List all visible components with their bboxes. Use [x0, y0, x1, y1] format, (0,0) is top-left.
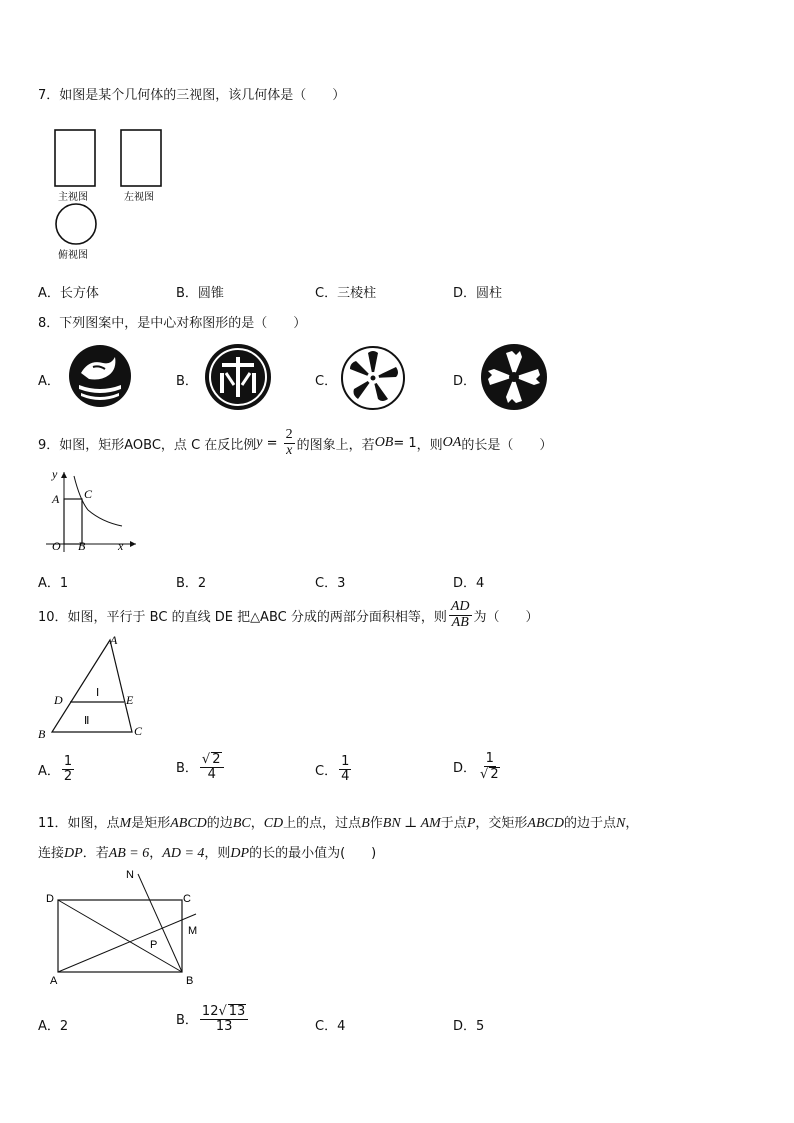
- fraction-num: 12√ 13: [200, 1004, 248, 1020]
- q10-ratio-den: AB: [451, 614, 469, 630]
- option-fraction: [200, 752, 224, 781]
- q7-stem: 7．如图是某个几何体的三视图，该几何体是（ ）: [38, 88, 346, 103]
- sqrt-radicand: 2: [212, 752, 221, 767]
- q9-option-c[interactable]: [315, 572, 345, 591]
- q7-front-view-rect: [55, 130, 95, 186]
- q10-option-d[interactable]: [453, 752, 504, 781]
- q7-option-a[interactable]: [38, 282, 99, 301]
- option-text: 4: [337, 1019, 346, 1034]
- fraction-num-coef: 12: [201, 1004, 219, 1019]
- option-letter: C．: [315, 1019, 338, 1034]
- q11-point-n: N: [126, 869, 134, 881]
- q11-math-bc: BC: [232, 816, 251, 831]
- q9-point-c: C: [84, 487, 93, 501]
- q8-dove-emblem-icon[interactable]: [67, 343, 133, 409]
- q8-option-d-label[interactable]: D．: [453, 374, 477, 389]
- option-letter: D．: [453, 576, 477, 591]
- q11-point-c: C: [183, 893, 191, 905]
- fraction-den: 4: [207, 766, 216, 782]
- option-text: 圆锥: [197, 286, 224, 301]
- q10-point-b: B: [38, 727, 46, 741]
- option-fraction: [339, 755, 351, 783]
- q11-text: ，: [149, 846, 163, 861]
- fraction-den: √ 2: [480, 766, 499, 782]
- q11-text: 的长的最小值为( ): [249, 846, 377, 861]
- option-fraction: [200, 1004, 248, 1033]
- q11-math-ad: AD = 4: [162, 846, 205, 861]
- q11-text: 作: [369, 816, 383, 831]
- q9-y-arrow-icon: [61, 472, 67, 478]
- q10-region-2: Ⅱ: [84, 715, 90, 727]
- q10-option-b[interactable]: [176, 752, 226, 781]
- q10-option-a[interactable]: [38, 755, 76, 783]
- q9-option-b[interactable]: [176, 572, 206, 591]
- option-fraction: [478, 752, 502, 781]
- q9-func-lhs: y: [256, 435, 263, 451]
- q11-text: ，: [625, 816, 639, 831]
- q9-func-den: x: [286, 442, 293, 458]
- q10-point-e: E: [126, 693, 134, 707]
- sqrt-radicand: 2: [490, 766, 499, 782]
- q9-point-o: O: [52, 539, 61, 553]
- option-letter: C．: [315, 576, 338, 591]
- fraction-num: 1: [341, 754, 350, 769]
- q9-cond-val: = 1: [393, 435, 417, 451]
- option-text: 4: [476, 576, 485, 591]
- q11-rectangle-figure: [40, 864, 210, 990]
- q11-text: 的边于点: [563, 816, 616, 831]
- q8-flower-emblem-icon[interactable]: [340, 345, 406, 411]
- q9-stem-part: ，则: [416, 437, 443, 453]
- option-text: 2: [59, 1019, 69, 1034]
- q11-option-b[interactable]: [176, 1004, 250, 1033]
- option-text: 3: [337, 576, 346, 591]
- q9-option-d[interactable]: [453, 572, 484, 591]
- option-letter: A．: [38, 286, 60, 301]
- q9-stem-part: 9．如图，矩形AOBC，点 C 在反比例: [38, 437, 257, 453]
- q9-cond: OB: [374, 435, 394, 451]
- q11-text: ，则: [204, 846, 231, 861]
- q11-stem-line2: [38, 842, 376, 862]
- q11-text: ，: [250, 816, 264, 831]
- q7-three-views-figure: [40, 120, 170, 265]
- q9-hyperbola-curve: [74, 476, 122, 526]
- option-text: 圆柱: [476, 286, 503, 301]
- q10-option-c[interactable]: [315, 755, 353, 783]
- q9-func-fraction: [284, 428, 295, 458]
- q8-stem: 8．下列图案中，是中心对称图形的是（ ）: [38, 316, 307, 331]
- q9-point-b: B: [78, 539, 86, 553]
- q11-math-perp: BN ⊥ AM: [382, 816, 441, 831]
- q11-point-m: M: [188, 925, 198, 937]
- fraction-den: 2: [63, 768, 73, 784]
- q11-math-abcd: ABCD: [527, 816, 564, 831]
- q11-text: 上的点，过点: [283, 816, 362, 831]
- option-letter: D．: [453, 1019, 477, 1034]
- q11-text: 于点: [440, 816, 467, 831]
- q10-point-d: D: [54, 693, 63, 707]
- option-letter: D．: [453, 761, 477, 777]
- option-letter: B．: [176, 576, 198, 591]
- option-letter: D．: [453, 286, 477, 301]
- q10-ratio-fraction: [449, 600, 472, 630]
- q11-math-dp: DP: [230, 846, 250, 861]
- q9-rectangle: [64, 499, 82, 544]
- q10-triangle-figure: [36, 632, 156, 744]
- q9-option-a[interactable]: [38, 572, 68, 591]
- q8-option-c-label[interactable]: C．: [315, 374, 338, 389]
- q9-ask: OA: [442, 435, 462, 451]
- option-letter: B．: [176, 761, 198, 777]
- q9-stem-part: 的长是（ ）: [461, 437, 553, 453]
- q8-hands-emblem-icon[interactable]: [480, 343, 548, 411]
- option-letter: A．: [38, 1019, 60, 1034]
- fraction-den: 13: [215, 1018, 233, 1034]
- q11-option-c[interactable]: [315, 1015, 345, 1034]
- q11-diagonal-db: [58, 900, 182, 972]
- q11-text: ，交矩形: [475, 816, 528, 831]
- q10-region-1: Ⅰ: [96, 687, 100, 699]
- q11-math-m: M: [119, 816, 132, 831]
- fraction-num: √ 2: [200, 752, 224, 768]
- q7-top-view-circle: [56, 204, 96, 244]
- q9-hyperbola-figure: [40, 468, 140, 556]
- q11-math-n: N: [615, 816, 626, 831]
- q7-left-view-rect: [121, 130, 161, 186]
- option-letter: A．: [38, 576, 60, 591]
- option-text: 三棱柱: [337, 286, 377, 301]
- q7-left-view-label: 左视图: [124, 192, 154, 203]
- q7-front-view-label: 主视图: [58, 192, 88, 203]
- q11-option-a[interactable]: [38, 1015, 68, 1034]
- q8-option-b-label[interactable]: B．: [176, 374, 198, 389]
- option-letter: B．: [176, 1013, 198, 1029]
- q10-point-c: C: [134, 724, 143, 738]
- q11-option-d[interactable]: [453, 1015, 484, 1034]
- q10-ratio-num: AD: [450, 599, 470, 614]
- q9-y-label: y: [52, 468, 58, 481]
- q9-x-label: x: [118, 539, 124, 553]
- q11-text: 连接: [38, 846, 65, 861]
- q9-stem-part: 的图象上，若: [296, 437, 375, 453]
- q9-func-num: 2: [285, 427, 293, 442]
- option-text: 长方体: [59, 286, 99, 301]
- q10-stem-part: 10．如图，平行于 BC 的直线 DE 把△ABC 分成的两部分面积相等，则: [38, 609, 447, 625]
- q11-math-ab: AB = 6: [108, 846, 150, 861]
- q10-stem-part: 为（ ）: [473, 609, 539, 625]
- q7-top-view-label: 俯视图: [58, 250, 88, 261]
- q9-x-arrow-icon: [130, 541, 136, 547]
- q8-option-a-label[interactable]: A．: [38, 374, 60, 389]
- q11-text: 的边: [206, 816, 233, 831]
- q9-equals: =: [262, 435, 282, 451]
- fraction-den: 4: [341, 768, 350, 784]
- option-letter: C．: [315, 763, 338, 779]
- q11-point-d: D: [46, 893, 54, 905]
- q11-math-abcd: ABCD: [170, 816, 207, 831]
- q11-stem-line1: [38, 812, 638, 832]
- q7-option-d[interactable]: [453, 282, 502, 301]
- option-text: 5: [476, 1019, 485, 1034]
- q10-stem: [38, 600, 539, 630]
- fraction-num: 1: [63, 754, 73, 769]
- q11-point-b: B: [186, 975, 194, 987]
- q11-text: ．若: [82, 846, 109, 861]
- q7-option-c[interactable]: [315, 282, 376, 301]
- q11-math-b: B: [361, 816, 370, 831]
- q11-text: 11．如图，点: [38, 816, 120, 831]
- q11-math-cd: CD: [263, 816, 284, 831]
- q9-stem: [38, 428, 552, 458]
- q11-math-p: P: [466, 816, 476, 831]
- sqrt-radicand: 13: [228, 1004, 246, 1019]
- fraction-num: 1: [485, 751, 494, 766]
- q11-line-am: [58, 914, 196, 972]
- q8-seal-emblem-icon[interactable]: [204, 343, 272, 411]
- option-fraction: [62, 755, 74, 783]
- q10-triangle-abc: [52, 640, 132, 732]
- q11-math-dp: DP: [64, 846, 83, 861]
- q9-point-a: A: [52, 492, 60, 506]
- option-text: 1: [59, 576, 69, 591]
- option-letter: B．: [176, 286, 198, 301]
- q11-text: 是矩形: [131, 816, 171, 831]
- q11-point-a: A: [50, 975, 58, 987]
- option-letter: C．: [315, 286, 338, 301]
- q10-point-a: A: [110, 633, 118, 647]
- q11-point-p: P: [150, 939, 158, 951]
- q7-option-b[interactable]: [176, 282, 224, 301]
- option-text: 2: [197, 576, 207, 591]
- option-letter: A．: [38, 763, 60, 779]
